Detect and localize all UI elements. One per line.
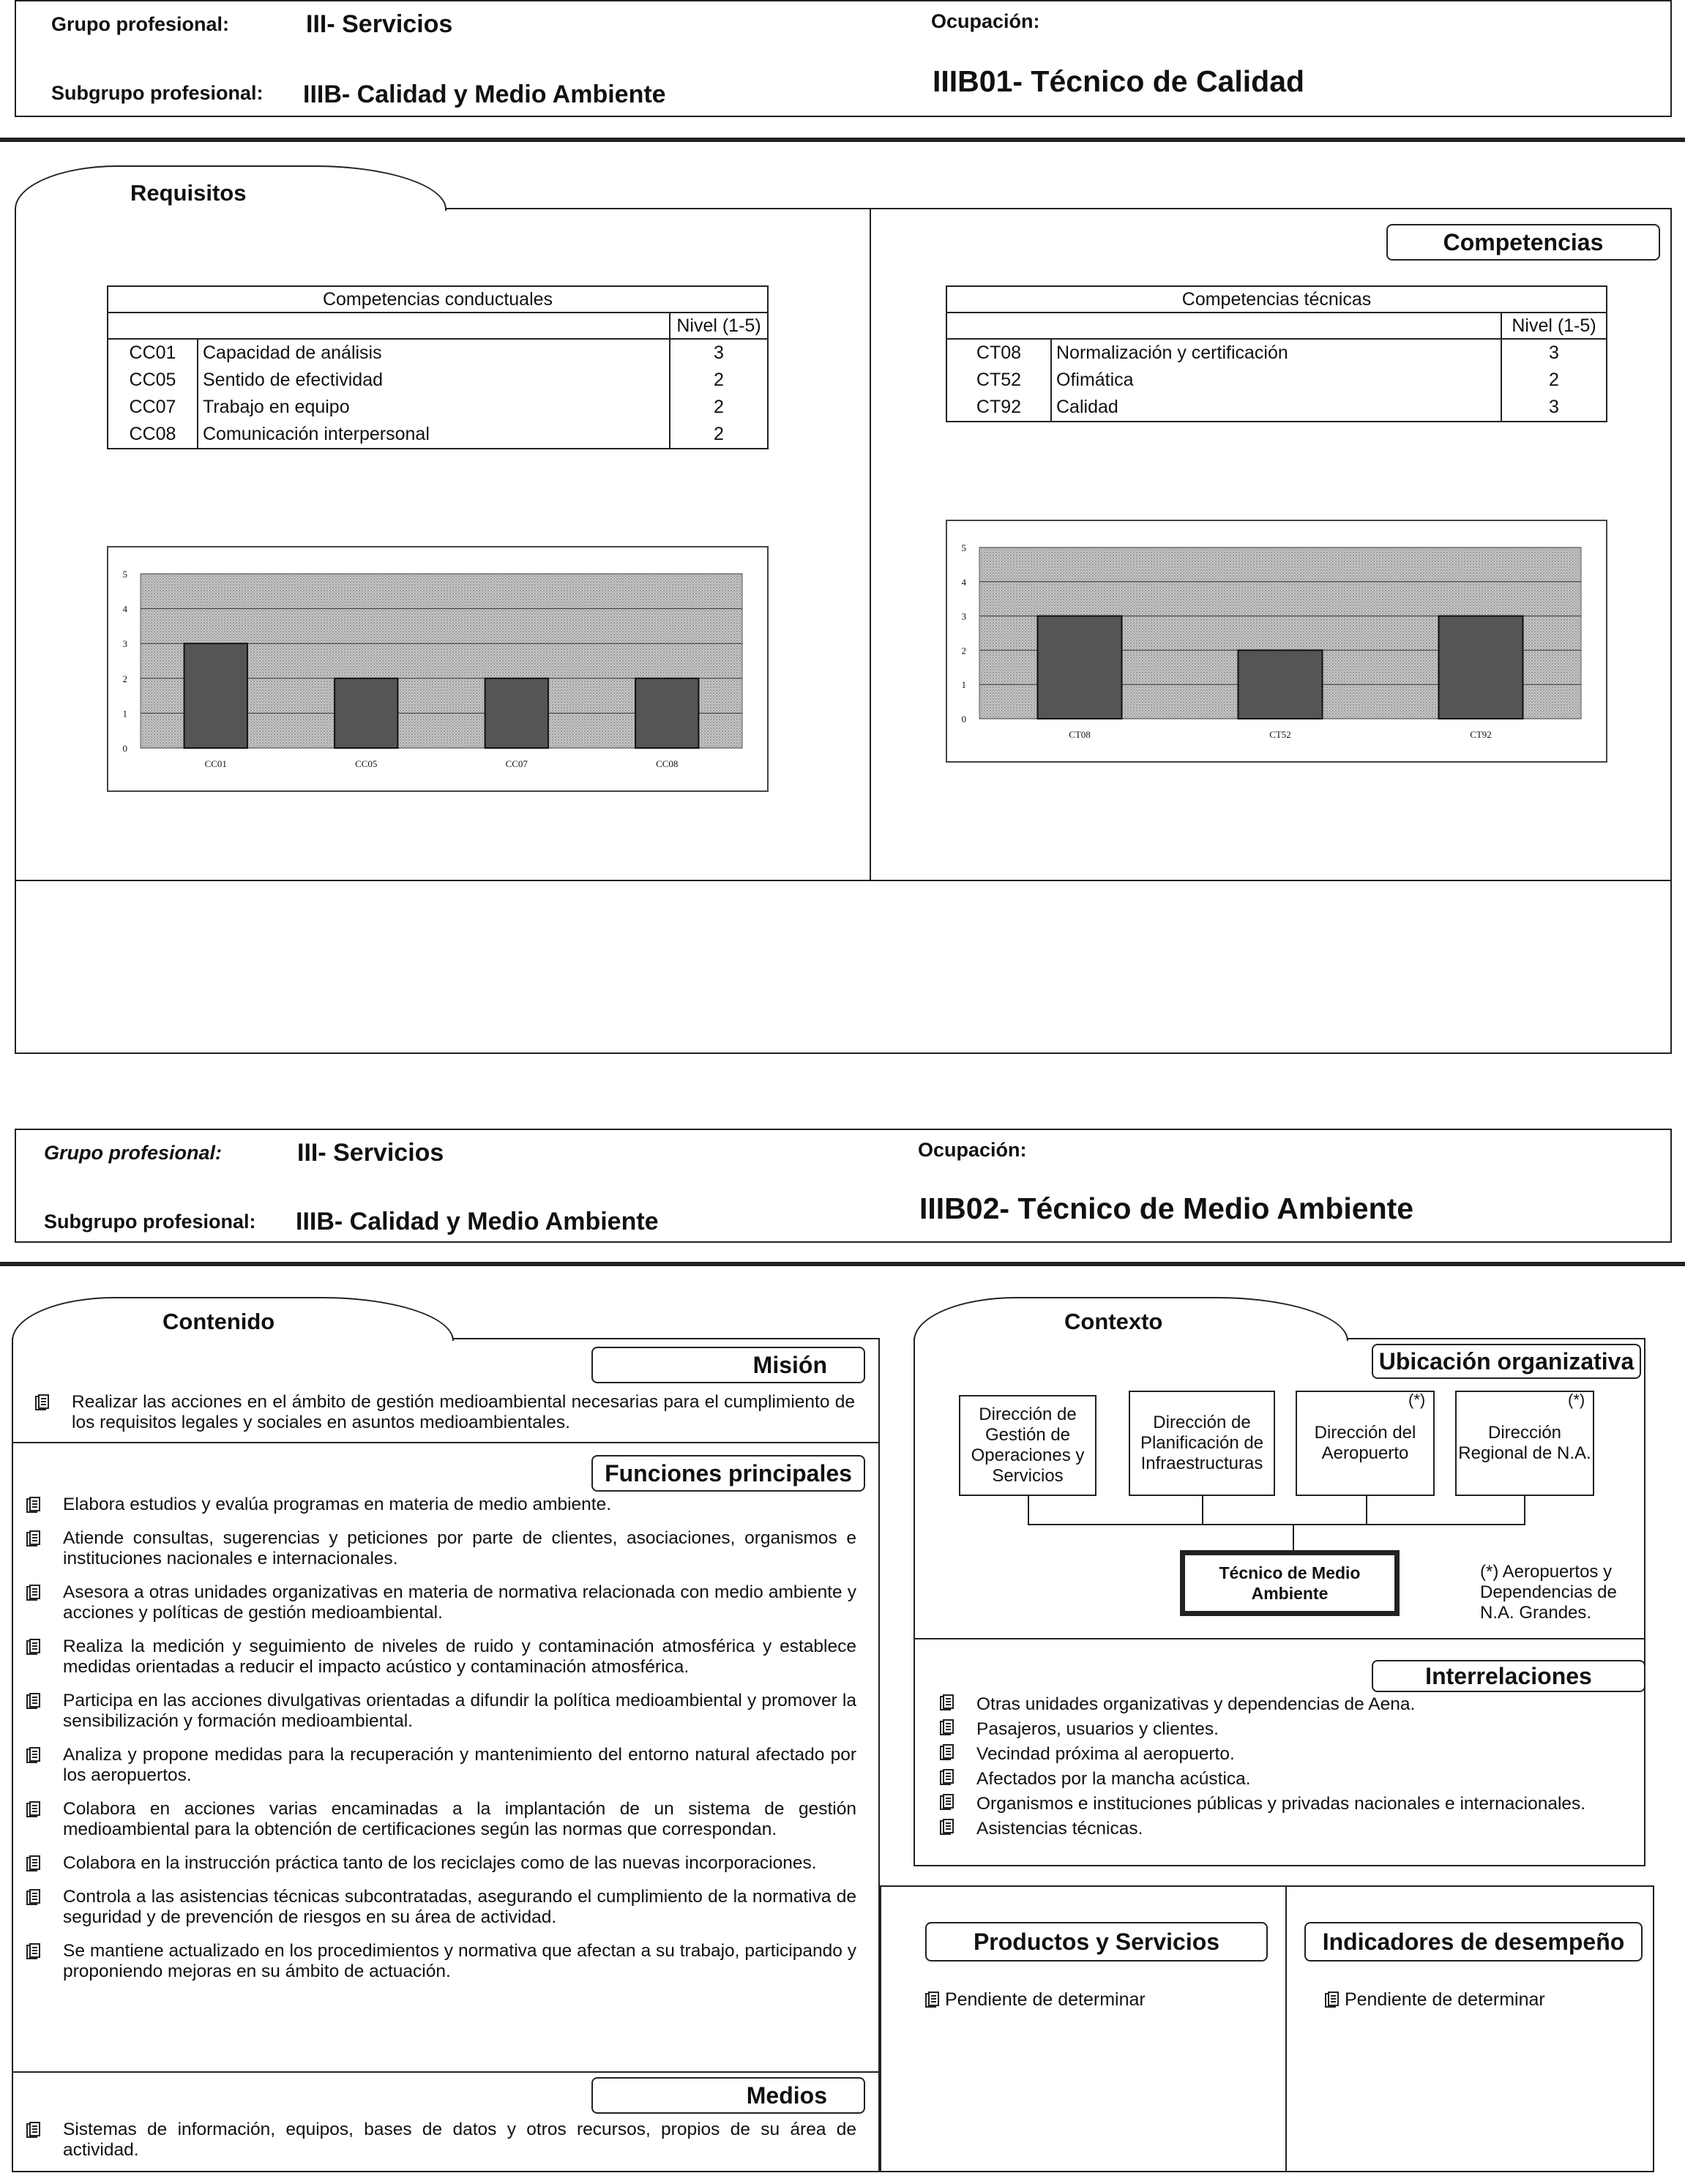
bar <box>1037 616 1121 719</box>
grupo-label: Grupo profesional: <box>51 13 229 35</box>
list-item-text: Se mantiene actualizado en los procedimientos y normativa que afectan a su trabajo, participando y proponiendo mejoras en su ámbito de actuación. <box>63 1941 856 1981</box>
subgrupo-label: Subgrupo profesional: <box>44 1211 256 1233</box>
document-icon <box>940 1819 954 1835</box>
table-cell: Capacidad de análisis <box>198 339 670 367</box>
y-tick-label: 1 <box>122 708 127 719</box>
list-item <box>22 1495 856 1515</box>
list-item-text: Participa en las acciones divulgativas orientadas a difundir la política medioambiental y promover la sensibilización y formación medioambiental. <box>63 1691 856 1731</box>
subgrupo-label: Subgrupo profesional: <box>51 82 264 104</box>
table-cell: Trabajo en equipo <box>198 394 670 421</box>
bar <box>335 678 397 748</box>
list-item <box>22 1528 856 1569</box>
table-cell: 2 <box>670 394 768 421</box>
org-connector <box>1028 1524 1525 1525</box>
interrelaciones-list <box>935 1692 1637 1841</box>
grupo-label: Grupo profesional: <box>44 1142 222 1164</box>
mision-text: Realizar las acciones en el ámbito de gestión medioambiental necesarias para el cumplimiento de los requisitos legales y sociales en asuntos medioambientales. <box>72 1392 855 1432</box>
productos-heading: Productos y Servicios <box>925 1922 1268 1962</box>
medios-heading: Medios <box>591 2077 865 2114</box>
table-cell: Normalización y certificación <box>1051 339 1501 367</box>
list-item-text: Organismos e instituciones públicas y privadas nacionales e internacionales. <box>976 1794 1586 1814</box>
divider <box>0 1262 1685 1266</box>
list-item <box>935 1792 1637 1817</box>
medios-text: Sistemas de información, equipos, bases de datos y otros recursos, propios de su área de actividad. <box>63 2120 856 2160</box>
grupo-value: III- Servicios <box>306 10 453 38</box>
list-item <box>935 1767 1637 1792</box>
list-item <box>935 1692 1637 1717</box>
x-tick-label: CC08 <box>656 758 679 769</box>
y-tick-label: 0 <box>961 714 966 725</box>
y-tick-label: 5 <box>961 542 966 553</box>
nivel-header: Nivel (1-5) <box>670 313 768 339</box>
list-item-text: Vecindad próxima al aeropuerto. <box>976 1744 1235 1764</box>
table-cell: 3 <box>1501 339 1607 367</box>
list-item <box>22 1799 856 1840</box>
list-item <box>935 1742 1637 1767</box>
position-note: (*) Aeropuertos y Dependencias de N.A. Grandes. <box>1480 1562 1617 1623</box>
bar <box>485 678 548 748</box>
document-icon <box>940 1769 954 1785</box>
document-icon <box>925 1992 940 2008</box>
document-icon <box>26 1530 41 1547</box>
x-tick-label: CC07 <box>505 758 528 769</box>
y-tick-label: 5 <box>122 569 127 580</box>
table-cell: CT92 <box>946 394 1051 422</box>
list-item-text: Realiza la medición y seguimiento de niveles de ruido y contaminación atmosférica y establece medidas orientadas a reducir el impacto acústico y contaminación atmosférica. <box>63 1637 856 1677</box>
grupo-value: III- Servicios <box>297 1139 444 1167</box>
table-cell: 2 <box>670 421 768 449</box>
table-cell: CC01 <box>108 339 198 367</box>
divider <box>914 1638 1645 1639</box>
divider <box>12 1442 880 1443</box>
bar <box>635 678 698 748</box>
y-tick-label: 3 <box>122 638 127 650</box>
asterisk-note: (*) <box>1568 1391 1585 1409</box>
org-box-planificacion: Dirección de Planificación de Infraestructuras <box>1129 1391 1275 1496</box>
document-icon <box>26 1855 41 1871</box>
org-connector <box>1524 1496 1525 1524</box>
divider <box>12 2071 880 2073</box>
ocupacion-value: IIIB01- Técnico de Calidad <box>933 64 1305 98</box>
tab-label: Requisitos <box>130 180 247 206</box>
org-box-aeropuerto: Dirección del Aeropuerto <box>1296 1391 1435 1496</box>
competencias-conductuales-chart <box>107 546 769 792</box>
productos-text: Pendiente de determinar <box>944 1989 1146 2010</box>
document-icon <box>26 2122 41 2138</box>
tab-requisitos[interactable] <box>15 165 447 211</box>
ocupacion-value: IIIB02- Técnico de Medio Ambiente <box>919 1192 1414 1225</box>
list-item-text: Colabora en la instrucción práctica tanto de los reciclajes como de las nuevas incorporaciones. <box>63 1853 817 1873</box>
document-icon <box>35 1394 50 1410</box>
list-item <box>935 1817 1637 1841</box>
subgrupo-value: IIIB- Calidad y Medio Ambiente <box>296 1208 659 1235</box>
competencias-tecnicas-table <box>946 285 1607 422</box>
table-cell: 2 <box>1501 367 1607 394</box>
list-item <box>22 1637 856 1678</box>
table-cell: CT52 <box>946 367 1051 394</box>
table-cell: 3 <box>670 339 768 367</box>
competencias-conductuales-table <box>107 285 769 449</box>
table-cell: Comunicación interpersonal <box>198 421 670 449</box>
y-tick-label: 1 <box>961 679 966 691</box>
x-tick-label: CC05 <box>355 758 378 769</box>
table-cell: Calidad <box>1051 394 1501 422</box>
productos-text-row <box>925 1989 1146 2011</box>
table-cell: 3 <box>1501 394 1607 422</box>
x-tick-label: CC01 <box>204 758 227 769</box>
list-item <box>31 1392 855 1433</box>
document-icon <box>1325 1992 1340 2008</box>
table-cell: CT08 <box>946 339 1051 367</box>
list-item-text: Pasajeros, usuarios y clientes. <box>976 1719 1219 1739</box>
tab-contenido[interactable] <box>12 1297 454 1341</box>
table-cell: CC08 <box>108 421 198 449</box>
divider <box>1285 1885 1287 2172</box>
x-tick-label: CT52 <box>1269 729 1291 740</box>
document-icon <box>26 1801 41 1817</box>
document-icon <box>26 1747 41 1763</box>
table-cell: CC05 <box>108 367 198 394</box>
header-box-1 <box>15 0 1672 117</box>
org-connector <box>1202 1496 1203 1524</box>
list-item-text: Asistencias técnicas. <box>976 1819 1143 1839</box>
list-item <box>22 1582 856 1623</box>
list-item-text: Controla a las asistencias técnicas subcontratadas, asegurando el cumplimiento de la normativa de seguridad y de prevención de riesgos en su área de actividad. <box>63 1887 856 1927</box>
list-item <box>22 1941 856 1982</box>
list-item-text: Otras unidades organizativas y dependencias de Aena. <box>976 1694 1416 1714</box>
list-item <box>22 1853 856 1874</box>
list-item <box>22 1691 856 1732</box>
interrelaciones-heading: Interrelaciones <box>1372 1660 1645 1692</box>
divider <box>870 208 871 881</box>
tab-label: Contenido <box>162 1309 275 1334</box>
list-item-text: Atiende consultas, sugerencias y peticiones por parte de clientes, asociaciones, organismos e instituciones nacionales e internacionales. <box>63 1528 856 1568</box>
org-box-operaciones: Dirección de Gestión de Operaciones y Servicios <box>959 1395 1096 1496</box>
document-icon <box>940 1794 954 1810</box>
medios-section <box>22 2120 856 2161</box>
y-tick-label: 4 <box>961 576 966 588</box>
list-item-text: Colabora en acciones varias encaminadas a la implantación de un sistema de gestión medioambiental para la obtención de certificaciones según las normas que correspondan. <box>63 1799 856 1839</box>
list-item-text: Afectados por la mancha acústica. <box>976 1769 1251 1789</box>
divider <box>0 138 1685 142</box>
ocupacion-label: Ocupación: <box>931 10 1040 32</box>
table-title: Competencias conductuales <box>108 286 768 313</box>
table-cell: 2 <box>670 367 768 394</box>
org-connector <box>1366 1496 1367 1524</box>
table-cell: Ofimática <box>1051 367 1501 394</box>
document-icon <box>26 1497 41 1513</box>
funciones-list <box>22 1495 856 1995</box>
divider <box>15 880 1672 881</box>
position-box: Técnico de Medio Ambiente <box>1180 1550 1400 1616</box>
tab-contexto[interactable] <box>914 1297 1348 1341</box>
org-box-regional: Dirección Regional de N.A. <box>1455 1391 1594 1496</box>
ubicacion-heading: Ubicación organizativa <box>1372 1344 1641 1379</box>
x-tick-label: CT92 <box>1470 729 1492 740</box>
mision-section <box>31 1392 855 1433</box>
list-item <box>935 1717 1637 1742</box>
funciones-heading: Funciones principales <box>591 1455 865 1492</box>
list-item <box>22 1745 856 1786</box>
list-item <box>22 1887 856 1928</box>
tab-label: Contexto <box>1064 1309 1163 1334</box>
document-icon <box>26 1639 41 1655</box>
org-connector <box>1028 1496 1029 1524</box>
document-icon <box>26 1889 41 1905</box>
document-icon <box>26 1585 41 1601</box>
org-connector <box>1293 1524 1294 1550</box>
y-tick-label: 3 <box>961 610 966 622</box>
list-item <box>22 2120 856 2161</box>
ocupacion-label: Ocupación: <box>918 1139 1027 1161</box>
table-title: Competencias técnicas <box>946 286 1607 313</box>
competencias-heading: Competencias <box>1386 224 1660 261</box>
table-cell: Sentido de efectividad <box>198 367 670 394</box>
document-icon <box>940 1744 954 1760</box>
y-tick-label: 2 <box>122 673 127 684</box>
document-icon <box>940 1694 954 1710</box>
indicadores-heading: Indicadores de desempeño <box>1304 1922 1643 1962</box>
bar <box>1238 650 1322 719</box>
list-item-text: Asesora a otras unidades organizativas en materia de normativa relacionada con medio ambiente y acciones y políticas de gestión medioambiental. <box>63 1582 856 1623</box>
indicadores-text-row <box>1325 1989 1545 2011</box>
bar <box>184 643 247 748</box>
mision-heading: Misión <box>591 1347 865 1383</box>
y-tick-label: 4 <box>122 603 127 615</box>
header-box-2 <box>15 1129 1672 1243</box>
asterisk-note: (*) <box>1408 1391 1426 1409</box>
subgrupo-value: IIIB- Calidad y Medio Ambiente <box>303 81 666 108</box>
document-icon <box>26 1943 41 1959</box>
y-tick-label: 2 <box>961 645 966 657</box>
list-item-text: Elabora estudios y evalúa programas en materia de medio ambiente. <box>63 1495 612 1514</box>
document-icon <box>940 1719 954 1735</box>
nivel-header: Nivel (1-5) <box>1501 313 1607 339</box>
x-tick-label: CT08 <box>1069 729 1091 740</box>
competencias-tecnicas-chart <box>946 520 1607 763</box>
table-cell: CC07 <box>108 394 198 421</box>
bar <box>1438 616 1523 719</box>
y-tick-label: 0 <box>122 743 127 754</box>
document-icon <box>26 1693 41 1709</box>
indicadores-text: Pendiente de determinar <box>1344 1989 1545 2010</box>
list-item-text: Analiza y propone medidas para la recuperación y mantenimiento del entorno natural afectado por los aeropuertos. <box>63 1745 856 1785</box>
